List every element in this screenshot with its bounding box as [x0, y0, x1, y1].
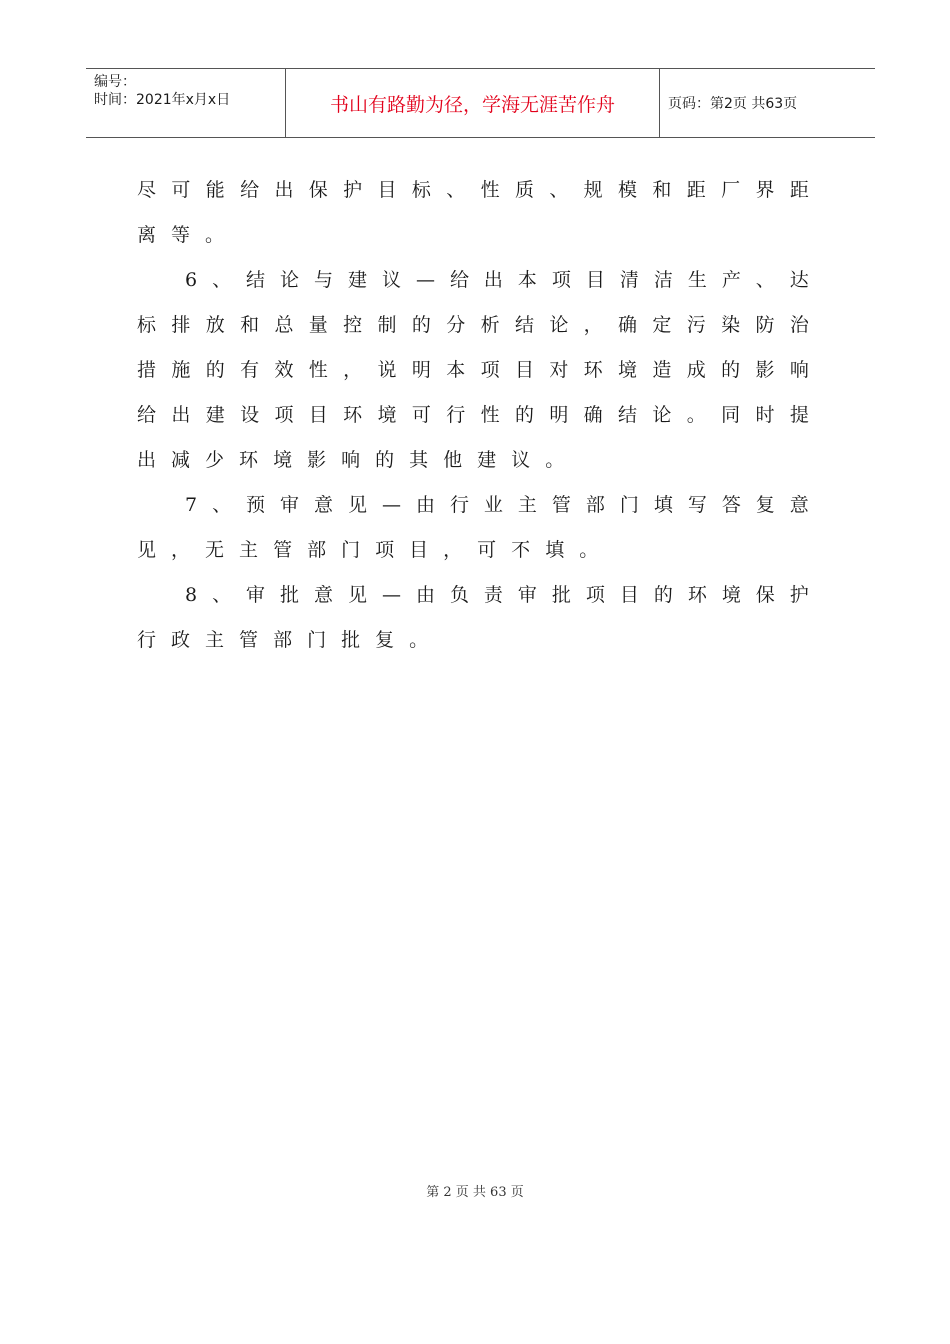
body-char: 厂 — [721, 179, 741, 201]
body-char: 、 — [446, 179, 466, 201]
body-line — [137, 618, 809, 663]
body-char: 分 — [446, 314, 466, 336]
body-char: 意 — [314, 584, 334, 606]
body-char: 模 — [618, 179, 638, 201]
body-line — [137, 213, 809, 258]
body-line — [137, 573, 809, 618]
body-char: ， — [583, 314, 603, 336]
body-char: 议 — [381, 269, 401, 291]
body-char: 意 — [789, 494, 809, 516]
body-char: 、 — [549, 179, 569, 201]
body-char: 防 — [755, 314, 775, 336]
body-char: 结 — [618, 404, 638, 426]
body-char: 标 — [137, 314, 157, 336]
body-char: 其 — [409, 449, 429, 471]
body-char: 制 — [377, 314, 397, 336]
body-char: 性 — [308, 359, 328, 381]
body-char: 环 — [583, 359, 603, 381]
body-char: 行 — [446, 404, 466, 426]
body-char: 尽 — [137, 179, 157, 201]
body-char: 批 — [280, 584, 300, 606]
body-char: 的 — [411, 314, 431, 336]
body-char: 可 — [411, 404, 431, 426]
body-char: 论 — [652, 404, 672, 426]
body-char: 环 — [343, 404, 363, 426]
body-char: 的 — [653, 584, 673, 606]
body-char: 门 — [619, 494, 639, 516]
body-char: — — [381, 584, 401, 606]
body-char: 出 — [274, 179, 294, 201]
body-char: 见 — [137, 539, 157, 561]
body-char: 项 — [375, 539, 395, 561]
body-line — [137, 303, 809, 348]
body-char: 量 — [308, 314, 328, 336]
body-char: 的 — [205, 359, 225, 381]
body-char: 影 — [307, 449, 327, 471]
body-char: 结 — [246, 269, 266, 291]
body-char: — — [381, 494, 401, 516]
body-char: 项 — [551, 269, 571, 291]
header-divider — [659, 69, 660, 137]
body-char: 论 — [280, 269, 300, 291]
body-char: 由 — [415, 494, 435, 516]
body-char: 性 — [480, 179, 500, 201]
body-char: 影 — [755, 359, 775, 381]
body-char: 答 — [721, 494, 741, 516]
body-char: 确 — [618, 314, 638, 336]
header-motto: 书山有路勤为径，学海无涯苦作舟 — [329, 93, 615, 116]
body-char: 8 — [185, 584, 198, 606]
document-header — [86, 68, 875, 138]
body-char: 护 — [789, 584, 809, 606]
body-char: 定 — [652, 314, 672, 336]
body-char: 目 — [619, 584, 639, 606]
body-char: 成 — [686, 359, 706, 381]
body-char: 目 — [308, 404, 328, 426]
body-char: 填 — [653, 494, 673, 516]
body-char: 见 — [348, 494, 368, 516]
body-char: 、 — [212, 584, 232, 606]
body-char: 主 — [517, 494, 537, 516]
body-char: 时 — [755, 404, 775, 426]
body-char: 。 — [545, 449, 565, 471]
body-char: ， — [171, 539, 191, 561]
body-char: 审 — [517, 584, 537, 606]
body-char: 清 — [619, 269, 639, 291]
body-char: 污 — [686, 314, 706, 336]
body-char: 目 — [514, 359, 534, 381]
body-char: 论 — [549, 314, 569, 336]
document-number-label: 编号： — [94, 74, 136, 90]
body-char: 标 — [411, 179, 431, 201]
body-line — [137, 258, 809, 303]
body-char: 等 — [171, 224, 191, 246]
body-char: 效 — [274, 359, 294, 381]
body-char: 洁 — [653, 269, 673, 291]
body-char: 明 — [411, 359, 431, 381]
body-char: 项 — [585, 584, 605, 606]
body-char: 少 — [205, 449, 225, 471]
body-char: 质 — [514, 179, 534, 201]
body-char: 门 — [341, 539, 361, 561]
body-char: 设 — [240, 404, 260, 426]
body-char: 规 — [583, 179, 603, 201]
body-char: 有 — [240, 359, 260, 381]
body-char: 明 — [549, 404, 569, 426]
body-char: 减 — [171, 449, 191, 471]
body-char: 析 — [480, 314, 500, 336]
body-char: 距 — [789, 179, 809, 201]
body-char: 目 — [409, 539, 429, 561]
body-char: 本 — [517, 269, 537, 291]
header-page-info: 页码：第2页 共63页 — [668, 96, 798, 112]
body-char: 与 — [314, 269, 334, 291]
body-char: 境 — [273, 449, 293, 471]
body-char: 措 — [137, 359, 157, 381]
body-char: 出 — [171, 404, 191, 426]
body-char: 性 — [480, 404, 500, 426]
body-line — [137, 438, 809, 483]
body-char: 的 — [375, 449, 395, 471]
body-char: 、 — [212, 494, 232, 516]
body-char: 给 — [449, 269, 469, 291]
body-char: 批 — [341, 629, 361, 651]
body-char: 。 — [579, 539, 599, 561]
body-char: 部 — [307, 539, 327, 561]
body-char: 责 — [483, 584, 503, 606]
body-char: 距 — [686, 179, 706, 201]
body-char: ， — [343, 359, 363, 381]
body-char: 保 — [755, 584, 775, 606]
body-char: 造 — [652, 359, 672, 381]
body-char: 结 — [514, 314, 534, 336]
body-char: 目 — [377, 179, 397, 201]
body-char: 和 — [652, 179, 672, 201]
body-char: 7 — [185, 494, 198, 516]
body-char: 议 — [511, 449, 531, 471]
body-line — [137, 168, 809, 213]
body-char: 出 — [483, 269, 503, 291]
body-char: 确 — [583, 404, 603, 426]
body-char: 放 — [205, 314, 225, 336]
body-char: 说 — [377, 359, 397, 381]
body-char: 施 — [171, 359, 191, 381]
body-char: 给 — [240, 179, 260, 201]
body-char: 批 — [551, 584, 571, 606]
body-char: 部 — [585, 494, 605, 516]
page-footer: 第 2 页 共 63 页 — [426, 1185, 524, 1200]
body-char: 建 — [348, 269, 368, 291]
document-body — [137, 168, 809, 663]
body-char: 排 — [171, 314, 191, 336]
body-char: 生 — [687, 269, 707, 291]
body-line — [137, 348, 809, 393]
document-time-label: 时间：2021年x月x日 — [94, 92, 231, 108]
body-char: 填 — [545, 539, 565, 561]
body-char: 写 — [687, 494, 707, 516]
body-char: 部 — [273, 629, 293, 651]
body-char: 6 — [185, 269, 198, 291]
body-char: 可 — [477, 539, 497, 561]
body-char: 产 — [721, 269, 741, 291]
body-char: 管 — [273, 539, 293, 561]
body-char: 可 — [171, 179, 191, 201]
body-char: 和 — [240, 314, 260, 336]
body-char: 响 — [789, 359, 809, 381]
body-line — [137, 528, 809, 573]
body-char: 复 — [755, 494, 775, 516]
body-char: 审 — [246, 584, 266, 606]
body-char: 同 — [721, 404, 741, 426]
body-char: ， — [443, 539, 463, 561]
body-char: 政 — [171, 629, 191, 651]
body-char: 界 — [755, 179, 775, 201]
body-char: 审 — [280, 494, 300, 516]
body-char: 预 — [246, 494, 266, 516]
body-char: 复 — [375, 629, 395, 651]
body-char: 离 — [137, 224, 157, 246]
body-char: 目 — [585, 269, 605, 291]
body-char: 管 — [551, 494, 571, 516]
body-char: 控 — [343, 314, 363, 336]
body-char: 管 — [239, 629, 259, 651]
body-char: 给 — [137, 404, 157, 426]
body-char: — — [415, 269, 435, 291]
body-char: 项 — [480, 359, 500, 381]
body-char: 门 — [307, 629, 327, 651]
body-char: 、 — [755, 269, 775, 291]
body-char: 行 — [137, 629, 157, 651]
body-line — [137, 483, 809, 528]
body-char: 业 — [483, 494, 503, 516]
body-char: 总 — [274, 314, 294, 336]
body-char: 达 — [789, 269, 809, 291]
body-char: 境 — [618, 359, 638, 381]
body-char: 由 — [415, 584, 435, 606]
body-char: 对 — [549, 359, 569, 381]
body-char: 的 — [721, 359, 741, 381]
body-char: 染 — [721, 314, 741, 336]
header-meta — [86, 69, 285, 137]
body-char: 环 — [687, 584, 707, 606]
body-char: 不 — [511, 539, 531, 561]
body-char: 无 — [205, 539, 225, 561]
body-char: 出 — [137, 449, 157, 471]
body-char: 主 — [205, 629, 225, 651]
body-char: 治 — [789, 314, 809, 336]
body-char: 建 — [477, 449, 497, 471]
body-char: 项 — [274, 404, 294, 426]
body-char: 环 — [239, 449, 259, 471]
body-char: 响 — [341, 449, 361, 471]
body-char: 。 — [686, 404, 706, 426]
body-char: 本 — [446, 359, 466, 381]
body-line — [137, 393, 809, 438]
body-char: 主 — [239, 539, 259, 561]
body-char: 。 — [205, 224, 225, 246]
body-char: 建 — [205, 404, 225, 426]
body-char: 的 — [514, 404, 534, 426]
body-char: 境 — [721, 584, 741, 606]
body-char: 境 — [377, 404, 397, 426]
body-char: 能 — [205, 179, 225, 201]
body-char: 意 — [314, 494, 334, 516]
body-char: 护 — [343, 179, 363, 201]
body-char: 提 — [789, 404, 809, 426]
body-char: 他 — [443, 449, 463, 471]
body-char: 负 — [449, 584, 469, 606]
body-char: 、 — [212, 269, 232, 291]
body-char: 行 — [449, 494, 469, 516]
body-char: 。 — [409, 629, 429, 651]
body-char: 见 — [348, 584, 368, 606]
body-char: 保 — [308, 179, 328, 201]
